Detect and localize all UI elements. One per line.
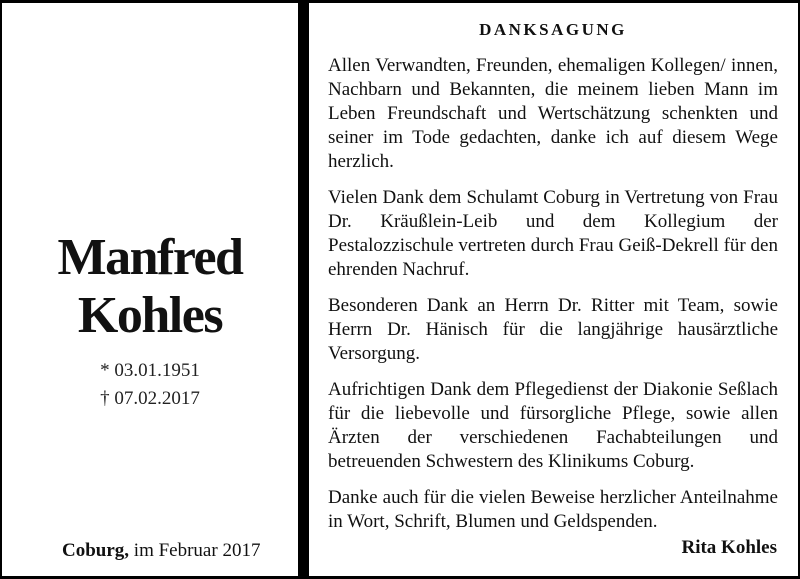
place: Coburg, bbox=[62, 540, 130, 561]
signature: Rita Kohles bbox=[681, 537, 777, 558]
place-and-date bbox=[62, 539, 260, 563]
paragraph-condolences: Danke auch für die vielen Beweise herzlicher Anteilnahme in Wort, Schrift, Blumen und Geldspenden. bbox=[328, 487, 778, 532]
heading: DANKSAGUNG bbox=[479, 20, 627, 39]
acknowledgement-panel bbox=[309, 3, 798, 576]
paragraph-doctors: Besonderen Dank an Herrn Dr. Ritter mit Team, sowie Herrn Dr. Hänisch für die langjährige hausärztliche Versorgung. bbox=[328, 295, 778, 364]
first-name: Manfred bbox=[57, 229, 243, 286]
paragraph-school: Vielen Dank dem Schulamt Coburg in Vertretung von Frau Dr. Kräußlein-Leib und dem Kollegium der Pestalozzischule vertreten durch Frau Geiß-Dekrell für den ehrenden Nachruf. bbox=[328, 187, 778, 280]
deceased-panel bbox=[2, 3, 298, 576]
life-dates bbox=[2, 357, 298, 413]
paragraph-care: Aufrichtigen Dank dem Pflegedienst der Diakonie Seßlach für die liebevolle und fürsorgliche Pflege, sowie allen Ärzten der verschiedenen Fachabteilungen und betreuenden Schwestern des Klinikums Coburg. bbox=[328, 379, 778, 472]
date: im Februar 2017 bbox=[133, 540, 261, 561]
last-name: Kohles bbox=[77, 287, 223, 344]
birth-date: * 03.01.1951 bbox=[100, 360, 200, 381]
deceased-name bbox=[2, 229, 298, 345]
death-date: † 07.02.2017 bbox=[100, 388, 200, 409]
paragraph-relatives: Allen Verwandten, Freunden, ehemaligen Kollegen/ innen, Nachbarn und Bekannten, die meinem lieben Mann im Leben Freundschaft und Wertschätzung schenkten und seiner im Tode gedachten, danke ich auf diesem Wege herzlich. bbox=[328, 55, 778, 172]
